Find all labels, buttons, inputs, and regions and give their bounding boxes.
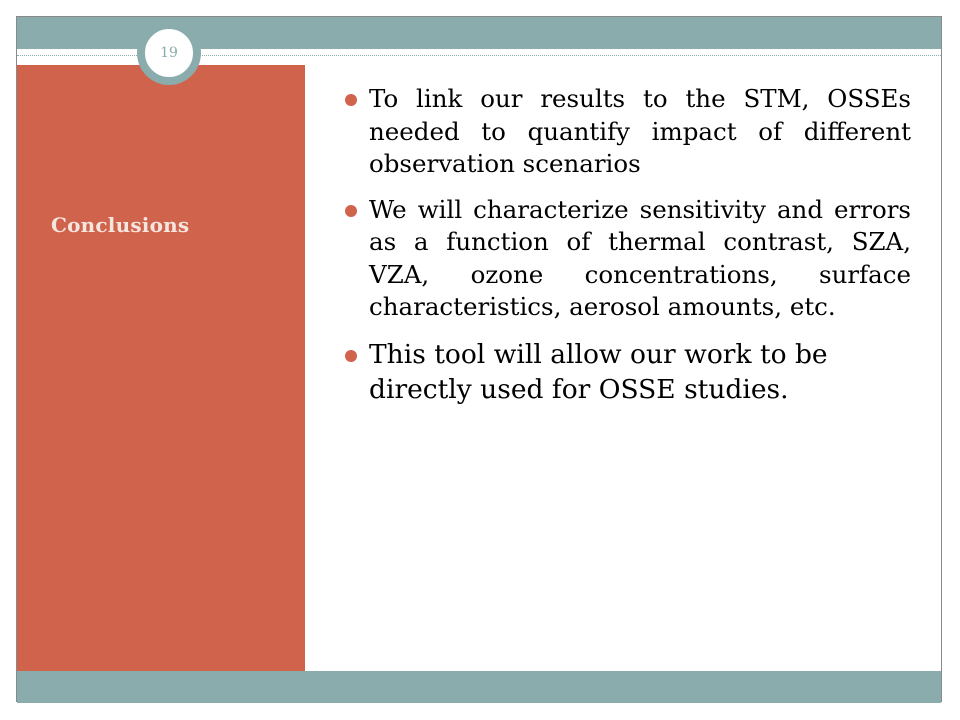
bullet-text: To link our results to the STM, OSSEs needed to quantify impact of different observation scenarios: [369, 84, 911, 179]
section-title: Conclusions: [51, 213, 190, 237]
bullet-item: [345, 194, 911, 324]
content-area: [345, 83, 911, 421]
slide: [16, 16, 942, 702]
bullet-item: [345, 337, 911, 407]
bullet-item: [345, 83, 911, 181]
left-panel: [17, 65, 305, 671]
slide-number-badge: [137, 21, 201, 85]
bottom-band: [17, 671, 941, 703]
bullet-dot-icon: [345, 350, 357, 362]
bullet-text: This tool will allow our work to be directly used for OSSE studies.: [369, 339, 828, 406]
bullet-dot-icon: [345, 205, 357, 217]
bullet-dot-icon: [345, 94, 357, 106]
bullet-text: We will characterize sensitivity and errors as a function of thermal contrast, SZA, VZA, ozone concentrations, surface characteristics, aerosol amounts, etc.: [369, 194, 911, 322]
bullet-list: [345, 83, 911, 408]
slide-number: 19: [144, 28, 194, 78]
